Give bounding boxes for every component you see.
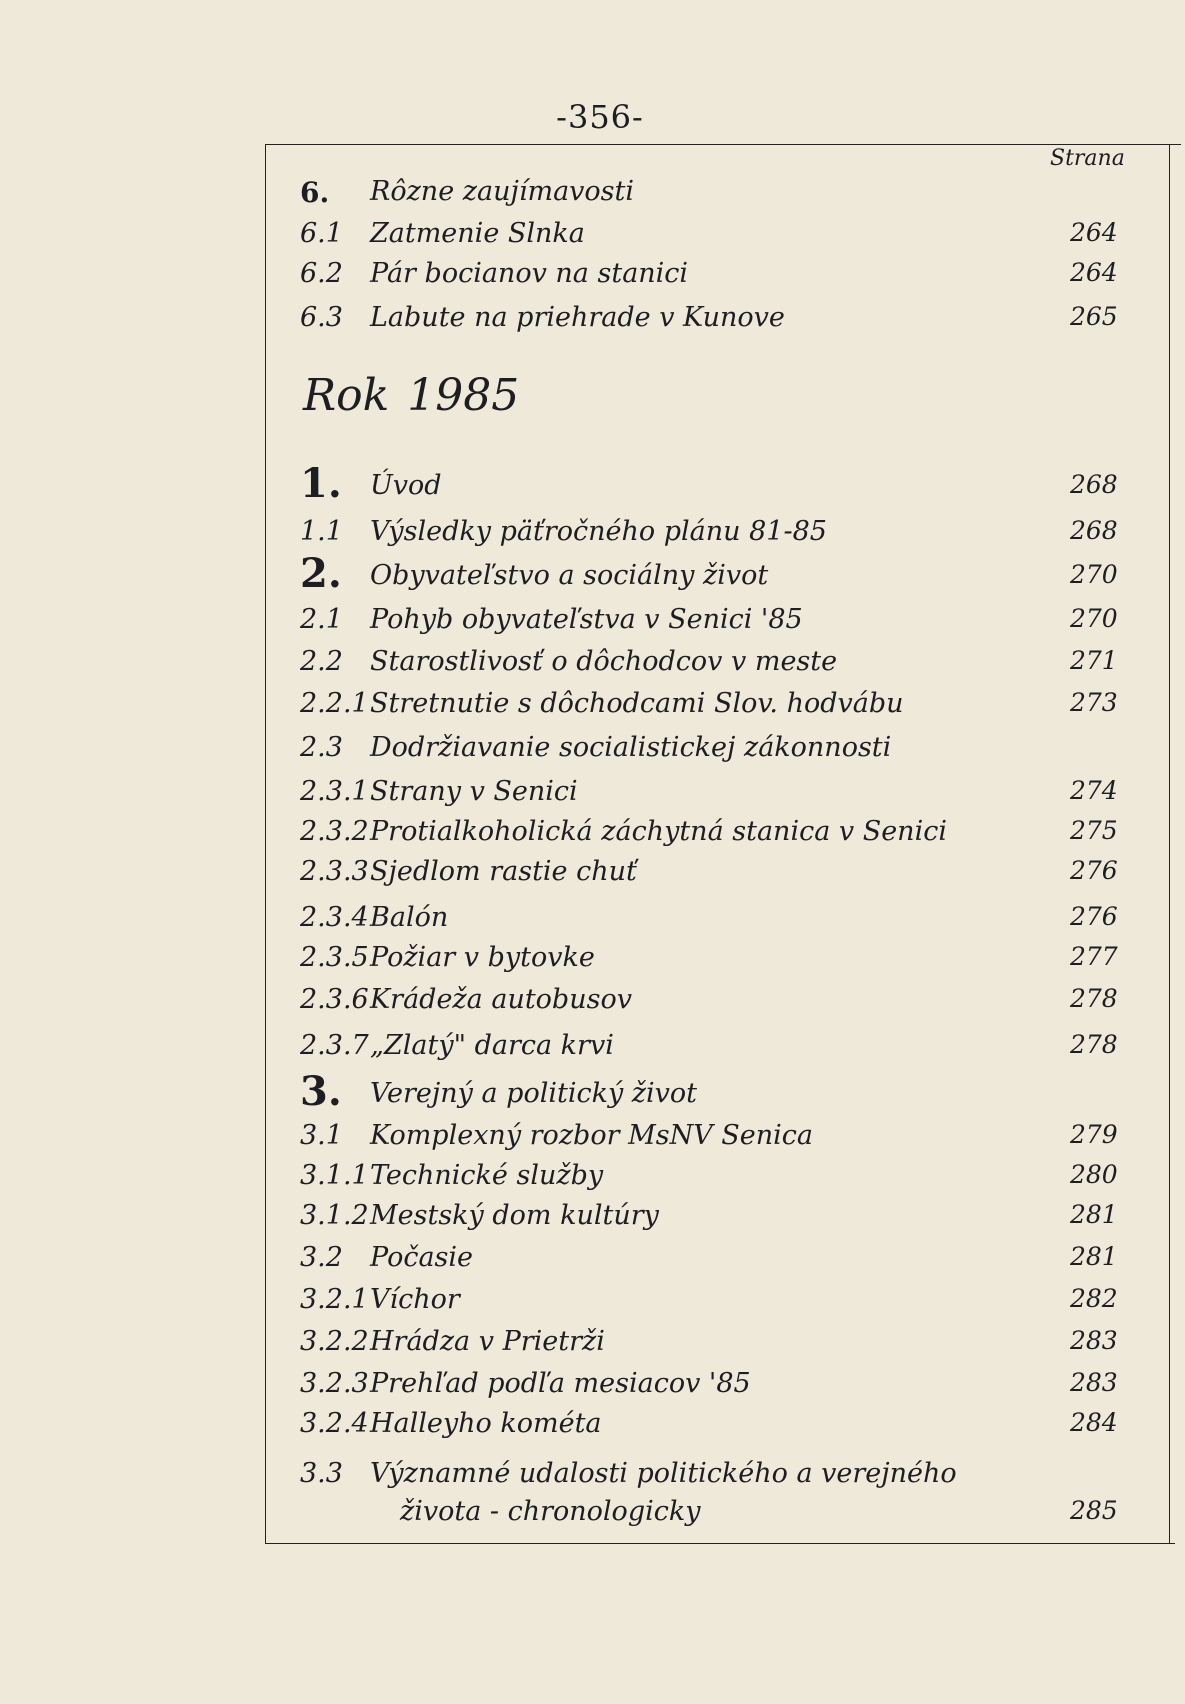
entry-number: 2.3.6 <box>300 984 369 1015</box>
entry-number: 2.3.4 <box>300 902 369 933</box>
year-heading-word: Rok <box>303 370 390 421</box>
entry-number: 2.1 <box>300 604 343 635</box>
entry-title: Krádeža autobusov <box>370 984 632 1015</box>
entry-number: 2.2 <box>300 646 343 677</box>
entry-number: 3.2.4 <box>300 1408 369 1439</box>
entry-number: 1.1 <box>300 516 343 547</box>
entry-title-continuation: života - chronologicky <box>400 1496 701 1527</box>
entry-number: 3.1.2 <box>300 1200 369 1231</box>
entry-title: Stretnutie s dôchodcami Slov. hodvábu <box>370 688 904 719</box>
entry-title: Protialkoholická záchytná stanica v Senici <box>370 816 947 847</box>
entry-number: 2.3.1 <box>300 776 369 807</box>
entry-page: 282 <box>1070 1284 1118 1313</box>
entry-page: 270 <box>1070 560 1118 589</box>
entry-page: 274 <box>1070 776 1118 805</box>
entry-page: 270 <box>1070 604 1118 633</box>
entry-page: 281 <box>1070 1242 1118 1271</box>
entry-page: 280 <box>1070 1160 1118 1189</box>
entry-page: 264 <box>1070 258 1118 287</box>
entry-page: 271 <box>1070 646 1118 675</box>
page-number: -356- <box>556 98 644 136</box>
entry-number: 2.3.7 <box>300 1030 369 1061</box>
column-header-page: Strana <box>1050 146 1125 171</box>
entry-page: 283 <box>1070 1326 1118 1355</box>
entry-number: 3.3 <box>300 1458 343 1489</box>
entry-title: Obyvateľstvo a sociálny život <box>370 560 769 591</box>
entry-title: Mestský dom kultúry <box>370 1200 659 1231</box>
entry-page: 268 <box>1070 470 1118 499</box>
frame-line <box>1163 1543 1175 1544</box>
entry-number: 3. <box>300 1068 342 1115</box>
entry-number: 2.3.3 <box>300 856 369 887</box>
entry-number: 6.3 <box>300 302 343 333</box>
entry-number: 6.2 <box>300 258 343 289</box>
entry-page: 268 <box>1070 516 1118 545</box>
entry-title: Balón <box>370 902 449 933</box>
entry-number: 6.1 <box>300 218 343 249</box>
entry-title: Rôzne zaujímavosti <box>370 176 635 207</box>
entry-title: Strany v Senici <box>370 776 578 807</box>
entry-number: 3.2 <box>300 1242 343 1273</box>
entry-page: 283 <box>1070 1368 1118 1397</box>
entry-number: 3.2.3 <box>300 1368 369 1399</box>
entry-title: Zatmenie Slnka <box>370 218 585 249</box>
entry-number: 2.3.2 <box>300 816 369 847</box>
entry-title: Pár bocianov na stanici <box>370 258 689 289</box>
entry-title: Verejný a politický život <box>370 1078 697 1109</box>
entry-page: 265 <box>1070 302 1118 331</box>
entry-page: 275 <box>1070 816 1118 845</box>
entry-title: Komplexný rozbor MsNV Senica <box>370 1120 813 1151</box>
entry-number: 2.3 <box>300 732 343 763</box>
entry-title: Víchor <box>370 1284 460 1315</box>
entry-page: 281 <box>1070 1200 1118 1229</box>
entry-title: Prehľad podľa mesiacov '85 <box>370 1368 751 1399</box>
entry-page: 276 <box>1070 856 1118 885</box>
year-heading <box>303 370 519 421</box>
entry-title: Sjedlom rastie chuť <box>370 856 637 887</box>
entry-title: Úvod <box>370 470 442 501</box>
entry-page: 278 <box>1070 1030 1118 1059</box>
entry-page: 279 <box>1070 1120 1118 1149</box>
entry-page: 273 <box>1070 688 1118 717</box>
entry-title: Labute na priehrade v Kunove <box>370 302 785 333</box>
entry-title: Požiar v bytovke <box>370 942 595 973</box>
frame-line <box>1163 144 1181 145</box>
entry-number: 2.3.5 <box>300 942 369 973</box>
entry-number: 3.1.1 <box>300 1160 369 1191</box>
entry-title: „Zlatý" darca krvi <box>370 1030 614 1061</box>
entry-title: Počasie <box>370 1242 474 1273</box>
entry-page: 284 <box>1070 1408 1118 1437</box>
entry-number: 2. <box>300 550 342 597</box>
entry-page: 276 <box>1070 902 1118 931</box>
entry-number: 3.2.1 <box>300 1284 369 1315</box>
entry-number: 3.2.2 <box>300 1326 369 1357</box>
entry-title: Hrádza v Prietrži <box>370 1326 605 1357</box>
entry-number: 2.2.1 <box>300 688 369 719</box>
entry-title: Starostlivosť o dôchodcov v meste <box>370 646 838 677</box>
entry-page: 277 <box>1070 942 1118 971</box>
entry-title: Významné udalosti politického a verejného <box>370 1458 957 1489</box>
entry-number: 1. <box>300 460 342 507</box>
entry-title: Halleyho kométa <box>370 1408 602 1439</box>
entry-number: 3.1 <box>300 1120 343 1151</box>
entry-page: 278 <box>1070 984 1118 1013</box>
entry-title: Výsledky päťročného plánu 81-85 <box>370 516 827 547</box>
entry-number: 6. <box>300 176 330 209</box>
entry-title: Dodržiavanie socialistickej zákonnosti <box>370 732 892 763</box>
entry-page: 285 <box>1070 1496 1118 1525</box>
entry-page: 264 <box>1070 218 1118 247</box>
year-heading-number: 1985 <box>407 370 520 421</box>
entry-title: Pohyb obyvateľstva v Senici '85 <box>370 604 803 635</box>
entry-title: Technické služby <box>370 1160 604 1191</box>
